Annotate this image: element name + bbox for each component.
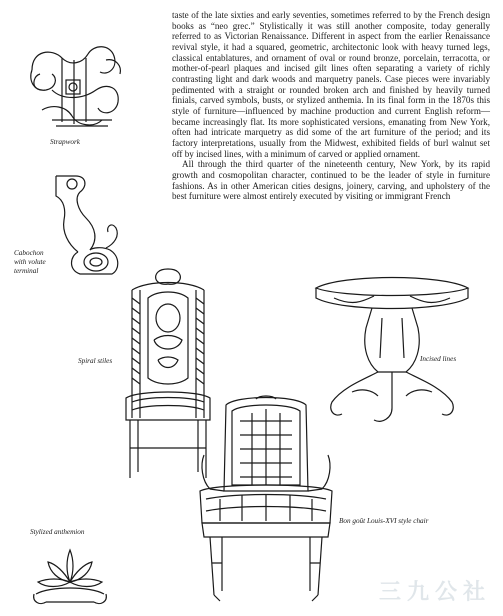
caption-cabochon: Cabochon with volute terminal <box>14 249 46 275</box>
caption-spiral-stiles: Spiral stiles <box>78 357 113 365</box>
strapwork-illustration <box>22 30 132 134</box>
paragraph-1: taste of the late sixties and early seventies, sometimes referred to by the French design books as “neo grec.” Stylistically it was still another composite, today generally referred to as Victorian Renaissance. Different in aspect from the earlier Renaissance revival style, it had a squared, geometric, architectonic look with heavy turned legs, classical entablatures, and ornament of oval or round bronze, porcelain, terracotta, or mother-of-pearl plaques and incised gilt lines often separating a variety of richly contrasting light and dark woods and marquetry panels. Case pieces were invariably pedimented with a straight or rounded broken arch and finished by heavily turned finials, carved symbols, busts, or stylized anthemia. In its final form in the 1870s this style of furniture—influenced by machine production and current English reform—became increasingly flat. Its more sophisticated versions, emanating from New York, often had intricate marquetry as did some of the art furniture of the period; and its factory interpretations, usually from the Midwest, exhibited fields of burl walnut set off by incised lines, with a minimum of carved or applied ornament. <box>172 10 490 159</box>
caption-strapwork: Strapwork <box>50 138 80 146</box>
caption-bon-gout-chair: Bon goût Louis-XVI style chair <box>339 517 429 525</box>
caption-stylized-anthemion: Stylized anthemion <box>30 528 85 536</box>
cabochon-illustration <box>50 170 125 280</box>
watermark-text: 三九公社 <box>378 580 491 605</box>
caption-incised-lines: Incised lines <box>420 355 457 363</box>
body-text-column <box>172 10 490 202</box>
louis-xvi-chair-illustration <box>196 395 336 605</box>
paragraph-2: All through the third quarter of the nineteenth century, New York, by its rapid growth and cosmopolitan character, continued to be the leader of style in furniture fashions. As in other American cities designs, joinery, carving, and upholstery of the best furniture were almost entirely executed by visiting or immigrant French <box>172 159 490 202</box>
anthemion-illustration <box>30 546 110 610</box>
incised-lines-table-illustration <box>312 268 472 438</box>
